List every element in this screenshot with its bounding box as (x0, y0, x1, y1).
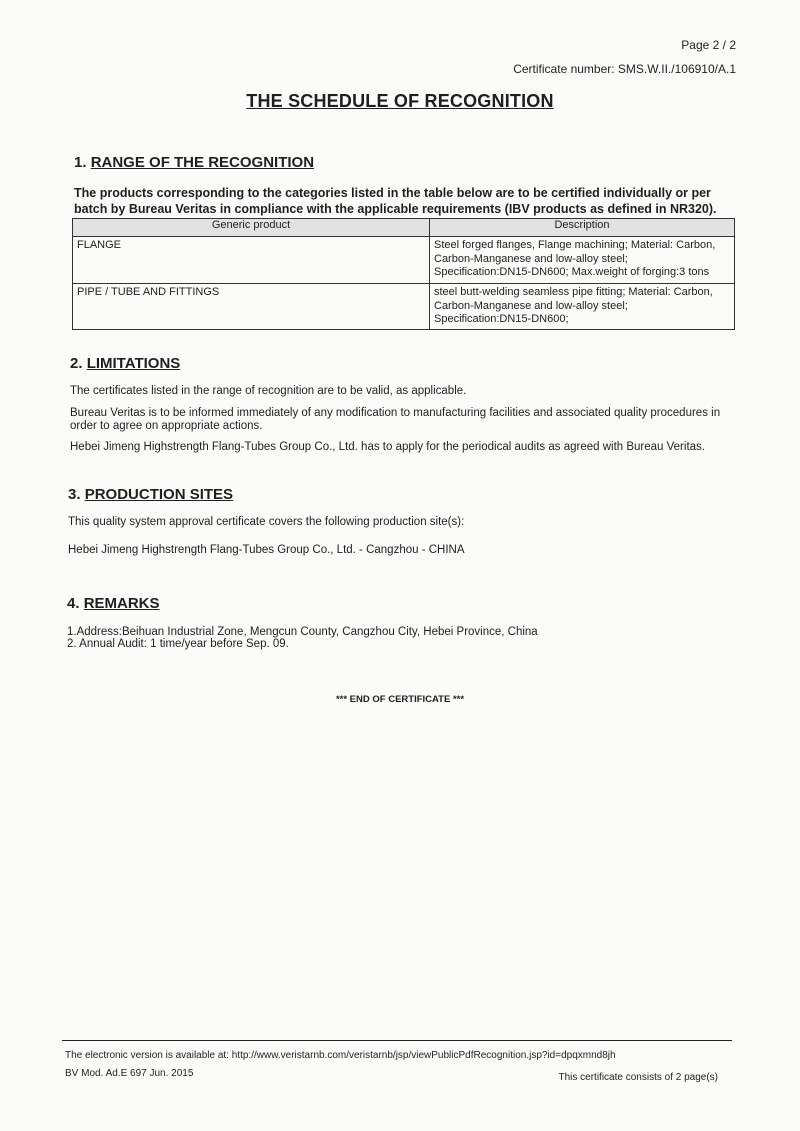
section-3-heading (68, 486, 233, 503)
limitations-paragraph: The certificates listed in the range of recognition are to be valid, as applicable. (70, 385, 467, 397)
recognition-table (72, 218, 735, 330)
section-4-title: REMARKS (83, 595, 160, 612)
footer-divider (62, 1040, 732, 1041)
product-cell: FLANGE (73, 237, 430, 284)
section-3-title: PRODUCTION SITES (84, 486, 234, 503)
column-header-generic-product: Generic product (73, 219, 430, 237)
section-1-title: RANGE OF THE RECOGNITION (90, 154, 315, 171)
certificate-number: Certificate number: SMS.W.II./106910/A.1 (513, 62, 736, 76)
remark-line: 1.Address:Beihuan Industrial Zone, Mengcun County, Cangzhou City, Hebei Province, China (67, 626, 538, 638)
description-line: Steel forged flanges, Flange machining; Material: Carbon, (434, 239, 716, 251)
section-1-intro: The products corresponding to the categories listed in the table below are to be certified individually or per batch by Bureau Veritas in compliance with the applicable requirements (IBV products as defined in NR320). (74, 186, 717, 216)
section-1-number: 1. (74, 154, 87, 171)
page-number: Page 2 / 2 (681, 38, 736, 52)
description-line: Carbon-Manganese and low-alloy steel; (434, 299, 628, 312)
section-2-heading (70, 355, 180, 372)
product-cell: PIPE / TUBE AND FITTINGS (73, 284, 430, 330)
section-1-heading (74, 154, 314, 171)
section-2-title: LIMITATIONS (86, 355, 181, 372)
production-site: Hebei Jimeng Highstrength Flang-Tubes Group Co., Ltd. - Cangzhou - CHINA (68, 544, 465, 556)
end-of-certificate: *** END OF CERTIFICATE *** (335, 694, 465, 705)
section-4-heading (67, 595, 160, 612)
limitations-paragraph: Bureau Veritas is to be informed immediately of any modification to manufacturing facilities and associated quality procedures in order to agree on appropriate actions. (70, 407, 721, 432)
section-4-number: 4. (67, 595, 80, 612)
table-row (73, 237, 735, 284)
page-count-note: This certificate consists of 2 page(s) (558, 1072, 718, 1083)
section-2-number: 2. (70, 355, 83, 372)
electronic-version-note: The electronic version is available at: http://www.veristarnb.com/veristarnb/jsp/viewPublicPdfRecognition.jsp?id=dpqxmnd8jh (65, 1050, 616, 1061)
description-line: Specification:DN15-DN600; (434, 313, 569, 325)
remark-line: 2. Annual Audit: 1 time/year before Sep. 09. (67, 638, 289, 650)
document-title: THE SCHEDULE OF RECOGNITION (246, 91, 554, 111)
limitations-paragraph: Hebei Jimeng Highstrength Flang-Tubes Group Co., Ltd. has to apply for the periodical audits as agreed with Bureau Veritas. (70, 441, 705, 453)
description-cell (430, 237, 735, 284)
description-line: Carbon-Manganese and low-alloy steel; (434, 252, 628, 265)
table-row (73, 284, 735, 330)
production-sites-intro: This quality system approval certificate covers the following production site(s): (68, 516, 465, 528)
description-line: steel butt-welding seamless pipe fitting; Material: Carbon, (434, 286, 713, 298)
description-line: Specification:DN15-DN600; Max.weight of forging:3 tons (434, 266, 710, 278)
form-reference: BV Mod. Ad.E 697 Jun. 2015 (65, 1068, 194, 1079)
description-cell (430, 284, 735, 330)
table-header-row (73, 219, 735, 237)
section-3-number: 3. (68, 486, 81, 503)
column-header-description: Description (430, 219, 735, 237)
